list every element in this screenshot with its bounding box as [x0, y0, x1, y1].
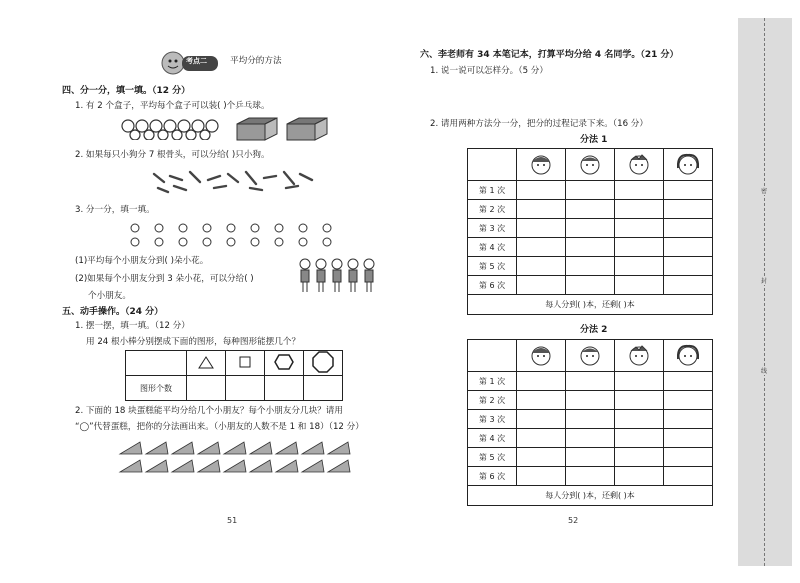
student-2-cell	[566, 340, 615, 372]
method-1-table	[467, 148, 713, 315]
answer-cell[interactable]	[265, 376, 304, 401]
row-label: 第 1 次	[468, 181, 517, 200]
s5-question-1: 1. 摆一摆，填一填。（12 分）	[75, 321, 190, 331]
boy-face-icon	[628, 343, 650, 367]
s4-question-3b: (2)如果每个小朋友分到 3 朵小花，可以分给( )	[75, 274, 254, 284]
header-title: 平均分的方法	[230, 56, 282, 66]
row-label: 第 3 次	[468, 410, 517, 429]
girl-face-icon	[530, 343, 552, 367]
header-badge: 考点二	[186, 57, 207, 65]
row-label: 第 6 次	[468, 276, 517, 295]
girl-face-icon	[530, 152, 552, 176]
page-number-right: 52	[568, 516, 579, 525]
triangle-icon	[198, 355, 214, 369]
student-4-cell	[664, 340, 713, 372]
bones-icon	[150, 166, 320, 194]
boy-face-icon	[579, 152, 601, 176]
binding-char-3: 线	[761, 368, 768, 375]
hexagon-icon	[274, 353, 294, 371]
octagon-icon	[312, 351, 334, 373]
square-cell	[226, 351, 265, 376]
row-label: 第 4 次	[468, 238, 517, 257]
row-label: 第 4 次	[468, 429, 517, 448]
binding-char-1: 密	[761, 188, 768, 195]
student-1-cell	[517, 340, 566, 372]
section-4-heading: 四、分一分，填一填。（12 分）	[62, 86, 191, 96]
student-2-cell	[566, 149, 615, 181]
binding-cut-line	[764, 18, 765, 566]
method-2-title: 分法 2	[580, 325, 608, 335]
s5-question-2-line2: “◯”代替蛋糕，把你的分法画出来。（小朋友的人数不是 1 和 18）（12 分）	[75, 422, 364, 432]
page-number-left: 51	[227, 516, 238, 525]
table-row-label: 图形个数	[126, 376, 187, 401]
table-corner	[468, 149, 517, 181]
row-label: 第 2 次	[468, 200, 517, 219]
row-label: 第 1 次	[468, 372, 517, 391]
s4-question-2: 2. 如果每只小狗分 7 根骨头，可以分给( )只小狗。	[75, 150, 270, 160]
answer-cell[interactable]	[226, 376, 265, 401]
flowers-icon	[125, 220, 345, 252]
s6-question-2: 2. 请用两种方法分一分，把分的过程记录下来。（16 分）	[430, 119, 648, 129]
section-6-heading: 六、李老师有 34 本笔记本，打算平均分给 4 名同学。（21 分）	[420, 50, 679, 60]
cakes-icon	[118, 440, 358, 498]
row-label: 第 5 次	[468, 257, 517, 276]
s4-question-3a: (1)平均每个小朋友分到( )朵小花。	[75, 256, 209, 266]
binding-strip	[738, 18, 792, 566]
method-1-title: 分法 1	[580, 135, 608, 145]
shapes-table-corner	[126, 351, 187, 376]
s6-question-1: 1. 说一说可以怎样分。（5 分）	[430, 66, 548, 76]
row-label: 第 2 次	[468, 391, 517, 410]
children-icon	[297, 256, 377, 294]
binding-char-2: 封	[761, 278, 768, 285]
s4-question-3c: 个小朋友。	[88, 291, 131, 301]
triangle-cell	[187, 351, 226, 376]
girl-face-icon	[677, 152, 699, 176]
answer-cell[interactable]	[304, 376, 343, 401]
student-4-cell	[664, 149, 713, 181]
method-2-table	[467, 339, 713, 506]
shapes-table	[125, 350, 343, 401]
answer-cell[interactable]	[187, 376, 226, 401]
row-label: 第 5 次	[468, 448, 517, 467]
boy-face-icon	[628, 152, 650, 176]
method-1-footer: 每人分到( )本，还剩( )本	[468, 295, 713, 315]
boxes-icon	[235, 114, 335, 142]
table-corner	[468, 340, 517, 372]
s5-question-1-text: 用 24 根小棒分别摆成下面的图形，每种图形能摆几个？	[86, 337, 301, 347]
method-2-footer: 每人分到( )本，还剩( )本	[468, 486, 713, 506]
octagon-cell	[304, 351, 343, 376]
student-3-cell	[615, 340, 664, 372]
s4-question-1: 1. 有 2 个盒子，平均每个盒子可以装( )个乒乓球。	[75, 101, 270, 111]
s5-question-2-line1: 2. 下面的 18 块蛋糕能平均分给几个小朋友？每个小朋友分几块？请用	[75, 406, 343, 416]
hexagon-cell	[265, 351, 304, 376]
student-1-cell	[517, 149, 566, 181]
s4-question-3: 3. 分一分，填一填。	[75, 205, 155, 215]
boy-face-icon	[579, 343, 601, 367]
row-label: 第 3 次	[468, 219, 517, 238]
girl-face-icon	[677, 343, 699, 367]
row-label: 第 6 次	[468, 467, 517, 486]
square-icon	[238, 355, 252, 369]
ping-pong-balls-icon	[120, 118, 230, 140]
student-3-cell	[615, 149, 664, 181]
section-5-heading: 五、动手操作。（24 分）	[62, 307, 164, 317]
